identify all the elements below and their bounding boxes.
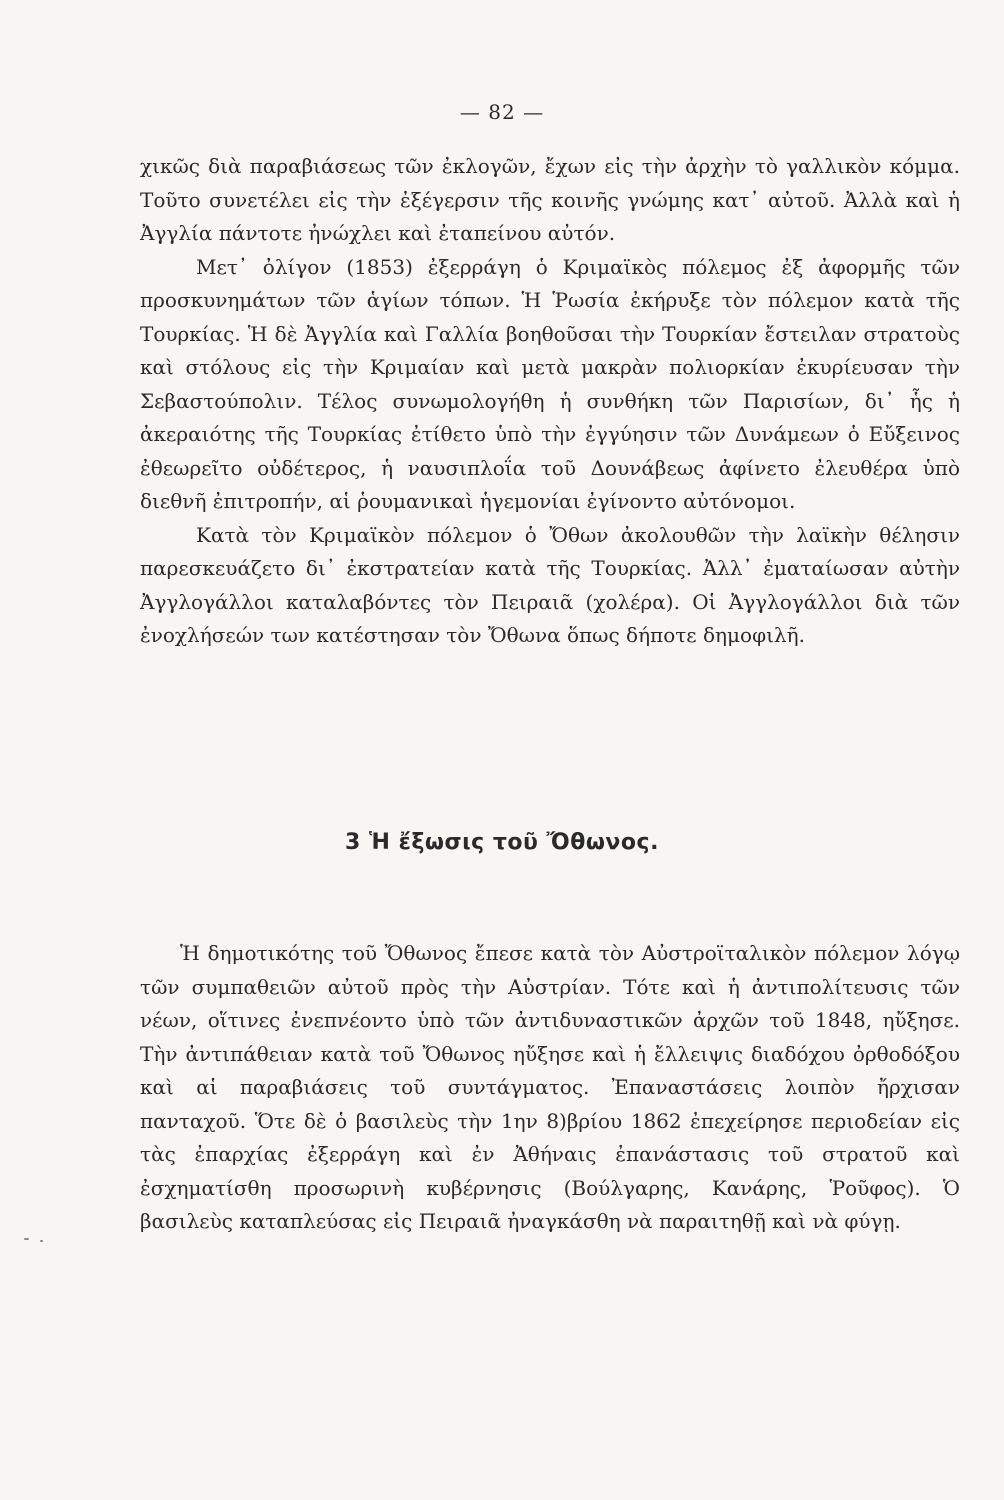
paragraph: Κατὰ τὸν Κριμαϊκὸν πόλεμον ὁ Ὄθων ἀκολουθῶν τὴν λαϊκὴν θέλησιν παρεσκευάζετο δι᾿ ἐκστρατείαν κατὰ τῆς Τουρκίας. Ἀλλ᾿ ἐματαίωσαν αὐτὴν Ἀγγλογάλλοι καταλαβόντες τὸν Πειραιᾶ (χολέρα). Οἱ Ἀγγλογάλλοι διὰ τῶν ἐνοχλήσεών των κατέστησαν τὸν Ὄθωνα ὅπως δήποτε δημοφιλῆ.: [140, 522, 960, 647]
paragraph: Ἡ δημοτικότης τοῦ Ὄθωνος ἔπεσε κατὰ τὸν Αὐστροϊταλικὸν πόλεμον λόγῳ τῶν συμπαθειῶν αὐτοῦ πρὸς τὴν Αὐστρίαν. Τότε καὶ ἡ ἀντιπολίτευσις τῶν νέων, οἵτινες ἐνεπνέοντο ὑπὸ τῶν ἀντιδυναστικῶν ἀρχῶν τοῦ 1848, ηὔξησε. Τὴν ἀντιπάθειαν κατὰ τοῦ Ὄθωνος ηὔξησε καὶ ἡ ἔλλειψις διαδόχου ὀρθοδόξου καὶ αἱ παραβιάσεις τοῦ συντάγματος. Ἐπαναστάσεις λοιπὸν ἤρχισαν πανταχοῦ. Ὅτε δὲ ὁ βασιλεὺς τὴν 1ην 8)βρίου 1862 ἐπεχείρησε περιοδείαν εἰς τὰς ἐπαρχίας ἐξερράγη καὶ ἐν Ἀθήναις ἐπανάστασις τοῦ στρατοῦ καὶ ἐσχηματίσθη προσωρινὴ κυβέρνησις (Βούλγαρης, Κανάρης, Ῥοῦφος). Ὁ βασιλεὺς καταπλεύσας εἰς Πειραιᾶ ἠναγκάσθη νὰ παραιτηθῇ καὶ νὰ φύγῃ.: [140, 941, 960, 1233]
page-number: — 82 —: [459, 100, 545, 124]
scan-speck: [40, 1240, 43, 1242]
scan-speck: [24, 1238, 29, 1240]
section-heading: 3 Ἡ ἔξωσις τοῦ Ὄθωνος.: [345, 830, 659, 855]
text-block-bottom: [140, 937, 960, 1239]
paragraph: Μετ᾿ ὀλίγον (1853) ἐξερράγη ὁ Κριμαϊκὸς πόλεμος ἐξ ἀφορμῆς τῶν προσκυνημάτων τῶν ἁγίων τόπων. Ἡ Ῥωσία ἐκήρυξε τὸν πόλεμον κατὰ τῆς Τουρκίας. Ἡ δὲ Ἀγγλία καὶ Γαλλία βοηθοῦσαι τὴν Τουρκίαν ἔστειλαν στρατοὺς καὶ στόλους εἰς τὴν Κριμαίαν καὶ μετὰ μακρὰν πολιορκίαν ἐκυρίευσαν τὴν Σεβαστούπολιν. Τέλος συνωμολογήθη ἡ συνθήκη τῶν Παρισίων, δι᾿ ἧς ἡ ἀκεραιότης τῆς Τουρκίας ἐτίθετο ὑπὸ τὴν ἐγγύησιν τῶν Δυνάμεων ὁ Εὔξεινος ἐθεωρεῖτο οὐδέτερος, ἡ ναυσιπλοΐα τοῦ Δουνάβεως ἀφίνετο ἐλευθέρα ὑπὸ διεθνῆ ἐπιτροπήν, αἱ ῥουμανικαὶ ἡγεμονίαι ἐγίνοντο αὐτόνομοι.: [140, 254, 960, 513]
paragraph: χικῶς διὰ παραβιάσεως τῶν ἐκλογῶν, ἔχων εἰς τὴν ἀρχὴν τὸ γαλλικὸν κόμμα. Τοῦτο συνετέλει εἰς τὴν ἐξέγερσιν τῆς κοινῆς γνώμης κατ᾿ αὐτοῦ. Ἀλλὰ καὶ ἡ Ἀγγλία πάντοτε ἠνώχλει καὶ ἐταπείνου αὐτόν.: [140, 154, 960, 245]
text-block-top: [140, 150, 960, 653]
